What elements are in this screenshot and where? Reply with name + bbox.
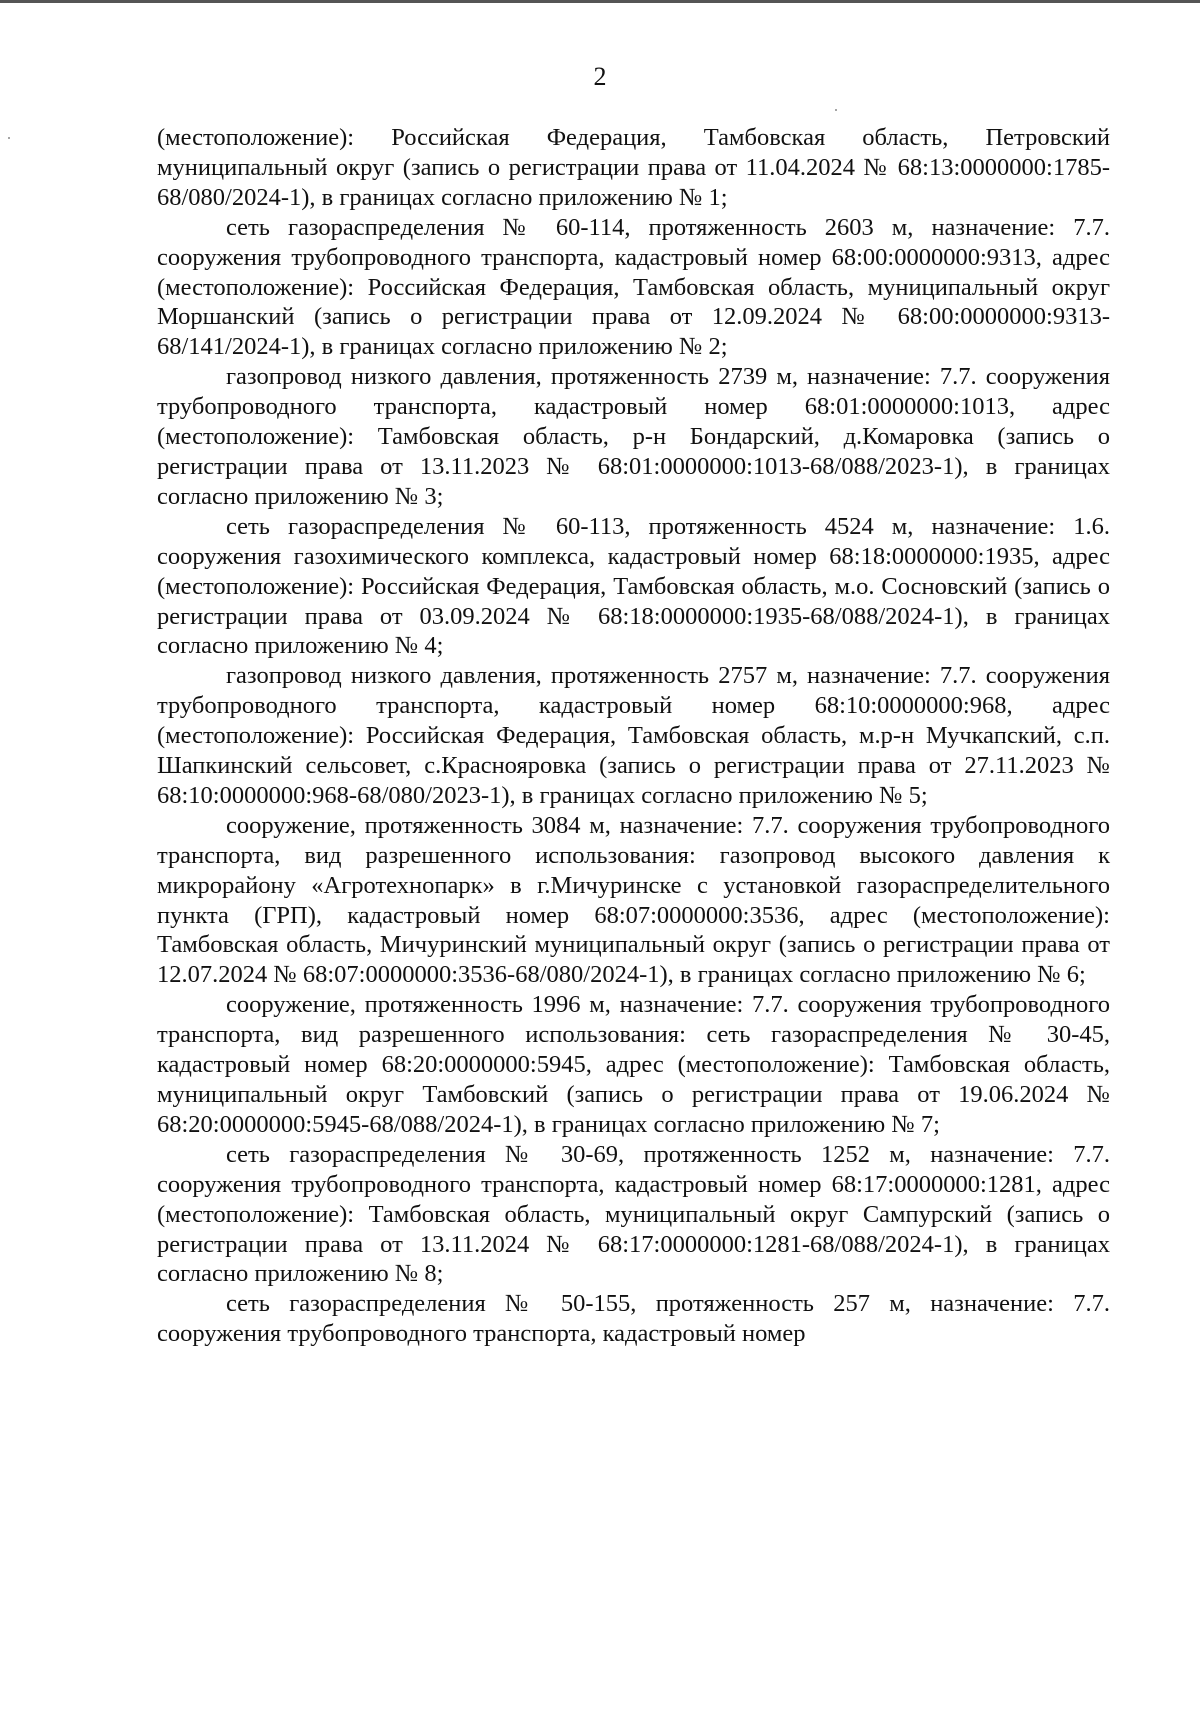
paragraph-item: сеть газораспределения № 60-114, протяженность 2603 м, назначение: 7.7. сооружения трубопроводного транспорта, кадастровый номер 68:00:0000000:9313, адрес (местоположение): Российская Федерация, Тамбовская область, муниципальный округ Моршанский (запись о регистрации права от 12.09.2024 № 68:00:0000000:9313-68/141/2024-1), в границах согласно приложению № 2; — [157, 213, 1110, 361]
paragraph-item: газопровод низкого давления, протяженность 2739 м, назначение: 7.7. сооружения трубопроводного транспорта, кадастровый номер 68:01:0000000:1013, адрес (местоположение): Тамбовская область, р-н Бондарский, д.Комаровка (запись о регистрации права от 13.11.2023 № 68:01:0000000:1013-68/088/2023-1), в границах согласно приложению № 3; — [157, 363, 1110, 510]
paragraph-item: сеть газораспределения № 30-69, протяженность 1252 м, назначение: 7.7. сооружения трубопроводного транспорта, кадастровый номер 68:17:0000000:1281, адрес (местоположение): Тамбовская область, муниципальный округ Сампурский (запись о регистрации права от 13.11.2024 № 68:17:0000000:1281-68/088/2024-1), в границах согласно приложению № 8; — [157, 1140, 1110, 1288]
paragraph-item: сеть газораспределения № 60-113, протяженность 4524 м, назначение: 1.6. сооружения газохимического комплекса, кадастровый номер 68:18:0000000:1935, адрес (местоположение): Российская Федерация, Тамбовская область, м.о. Сосновский (запись о регистрации права от 03.09.2024 № 68:18:0000000:1935-68/088/2024-1), в границах согласно приложению № 4; — [157, 512, 1110, 660]
paragraph-item: сооружение, протяженность 3084 м, назначение: 7.7. сооружения трубопроводного транспорта, вид разрешенного использования: газопровод высокого давления к микрорайону «Агротехнопарк» в г.Мичуринске с установкой газораспределительного пункта (ГРП), кадастровый номер 68:07:0000000:3536, адрес (местоположение): Тамбовская область, Мичуринский муниципальный округ (запись о регистрации права от 12.07.2024 № 68:07:0000000:3536-68/080/2024-1), в границах согласно приложению № 6; — [157, 811, 1110, 989]
page-number: 2 — [593, 62, 607, 91]
paragraph-item: сеть газораспределения № 50-155, протяженность 257 м, назначение: 7.7. сооружения трубопроводного транспорта, кадастровый номер — [157, 1290, 1110, 1348]
paragraph-item: газопровод низкого давления, протяженность 2757 м, назначение: 7.7. сооружения трубопроводного транспорта, кадастровый номер 68:10:0000000:968, адрес (местоположение): Российская Федерация, Тамбовская область, м.р-н Мучкапский, с.п. Шапкинский сельсовет, с.Краснояровка (запись о регистрации права от 27.11.2023 № 68:10:0000000:968-68/080/2023-1), в границах согласно приложению № 5; — [157, 662, 1110, 809]
paragraph-item: сооружение, протяженность 1996 м, назначение: 7.7. сооружения трубопроводного транспорта, вид разрешенного использования: сеть газораспределения № 30-45, кадастровый номер 68:20:0000000:5945, адрес (местоположение): Тамбовская область, муниципальный округ Тамбовский (запись о регистрации права от 19.06.2024 № 68:20:0000000:5945-68/088/2024-1), в границах согласно приложению № 7; — [157, 991, 1110, 1138]
page-top-edge — [0, 0, 1200, 3]
scan-speck — [835, 109, 837, 111]
document-body — [157, 123, 1110, 1349]
scan-speck — [8, 137, 10, 139]
paragraph-continuation: (местоположение): Российская Федерация, Тамбовская область, Петровский муниципальный округ (запись о регистрации права от 11.04.2024 № 68:13:0000000:1785-68/080/2024-1), в границах согласно приложению № 1; — [157, 124, 1110, 211]
